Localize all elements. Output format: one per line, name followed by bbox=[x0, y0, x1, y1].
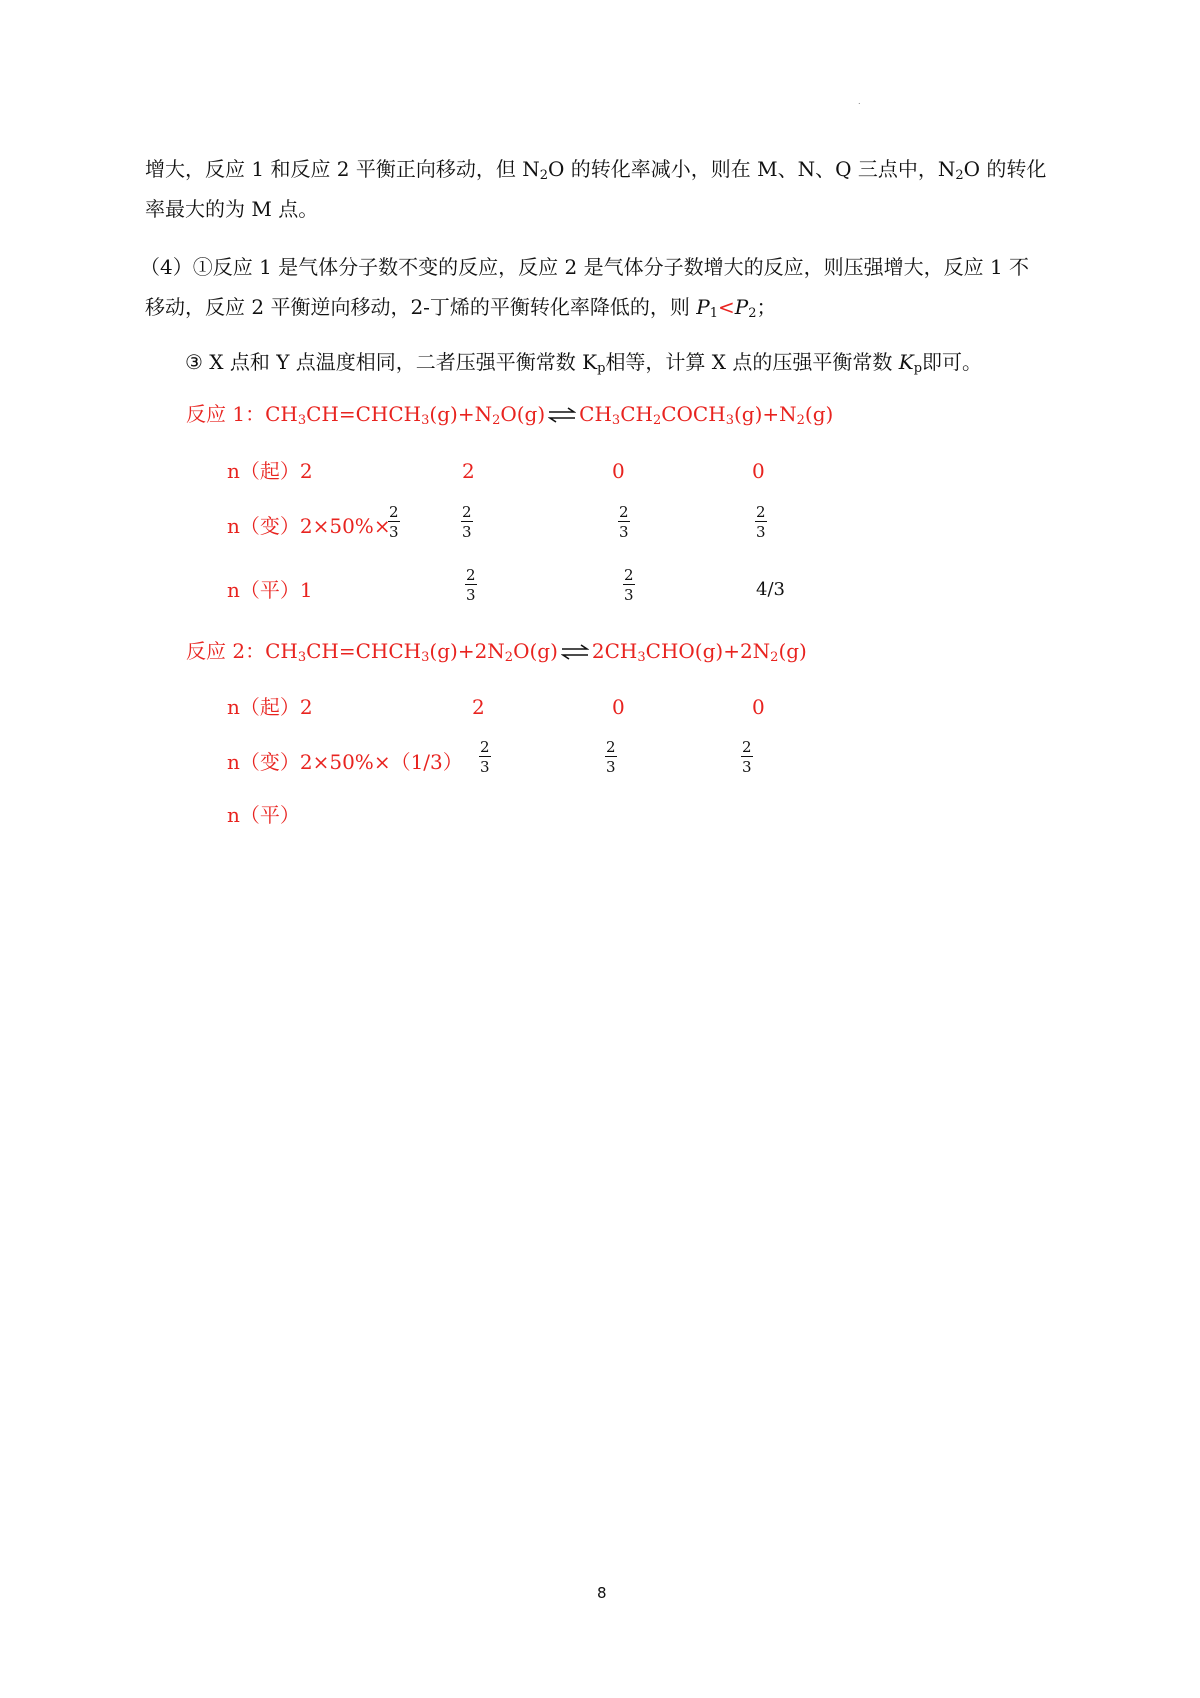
r1-row-change-label: n（变）2×50%× bbox=[227, 514, 391, 538]
r2-change-fraction: $\frac{2}{3}$ bbox=[480, 738, 490, 776]
paragraph-3 bbox=[185, 345, 1105, 379]
r1-change-label-fraction: $\frac{2}{3}$ bbox=[389, 503, 399, 541]
r2-row-initial-value: 2 bbox=[472, 695, 485, 719]
equilibrium-arrow-icon bbox=[548, 407, 576, 423]
reaction-2-equation: 反应 2：$CH_3CH=CHCH_3(g)+2N_2O(g)$ $2CH_3CHO(g)+2N_2(g)$ bbox=[186, 639, 807, 665]
r1-row-initial-value: 0 bbox=[612, 459, 625, 483]
r1-equilibrium-fraction: $\frac{2}{3}$ bbox=[624, 566, 634, 604]
r2-change-fraction: $\frac{2}{3}$ bbox=[606, 738, 616, 776]
r1-row-equilibrium-label: n（平）1 bbox=[227, 578, 313, 602]
r1-change-fraction: $\frac{2}{3}$ bbox=[756, 503, 766, 541]
r2-row-change-label: n（变）2×50%×（1/3） bbox=[227, 750, 463, 774]
less-than-sign: < bbox=[718, 295, 735, 319]
r1-row-initial-value: 2 bbox=[462, 459, 475, 483]
r2-row-initial-value: 0 bbox=[612, 695, 625, 719]
r2-change-fraction: $\frac{2}{3}$ bbox=[742, 738, 752, 776]
paragraph-3-line-1: ③ X 点和 Y 点温度相同，二者压强平衡常数 $K_p$相等，计算 X 点的压强平衡常数 $K_p$即可。 bbox=[185, 350, 983, 376]
r2-row-equilibrium-label: n（平） bbox=[227, 803, 300, 827]
r2-row-initial-value: 0 bbox=[752, 695, 765, 719]
paragraph-2-line-1: （4）①反应 1 是气体分子数不变的反应，反应 2 是气体分子数增大的反应，则压强增大，反应 1 不 bbox=[140, 255, 1030, 279]
page-number: 8 bbox=[597, 1584, 607, 1602]
r1-row-initial-value: 0 bbox=[752, 459, 765, 483]
r2-row-initial-label: n（起）2 bbox=[227, 695, 313, 719]
reaction-1-equation: 反应 1：$CH_3CH=CHCH_3(g)+N_2O(g)$ $CH_3CH_2COCH_3(g)+N_2(g)$ bbox=[186, 402, 834, 428]
r1-row-initial-label: n（起）2 bbox=[227, 459, 313, 483]
paragraph-1-line-2: 率最大的为 M 点。 bbox=[145, 197, 319, 221]
r1-change-fraction: $\frac{2}{3}$ bbox=[462, 503, 472, 541]
equilibrium-arrow-icon bbox=[561, 644, 589, 660]
paragraph-2-line-2: 移动，反应 2 平衡逆向移动，2-丁烯的平衡转化率降低的，则 $P_1<P_2$； bbox=[145, 295, 777, 321]
paragraph-1-line-1: 增大，反应 1 和反应 2 平衡正向移动，但 $N_2O$ 的转化率减小，则在 M、N、Q 三点中，$N_2O$ 的转化 bbox=[145, 157, 1047, 183]
header-mark: . bbox=[858, 97, 861, 106]
paragraph-1 bbox=[145, 152, 1065, 226]
r1-equilibrium-last: 4/3 bbox=[756, 579, 785, 600]
r1-change-fraction: $\frac{2}{3}$ bbox=[619, 503, 629, 541]
r1-equilibrium-fraction: $\frac{2}{3}$ bbox=[466, 566, 476, 604]
paragraph-2 bbox=[140, 250, 1065, 324]
